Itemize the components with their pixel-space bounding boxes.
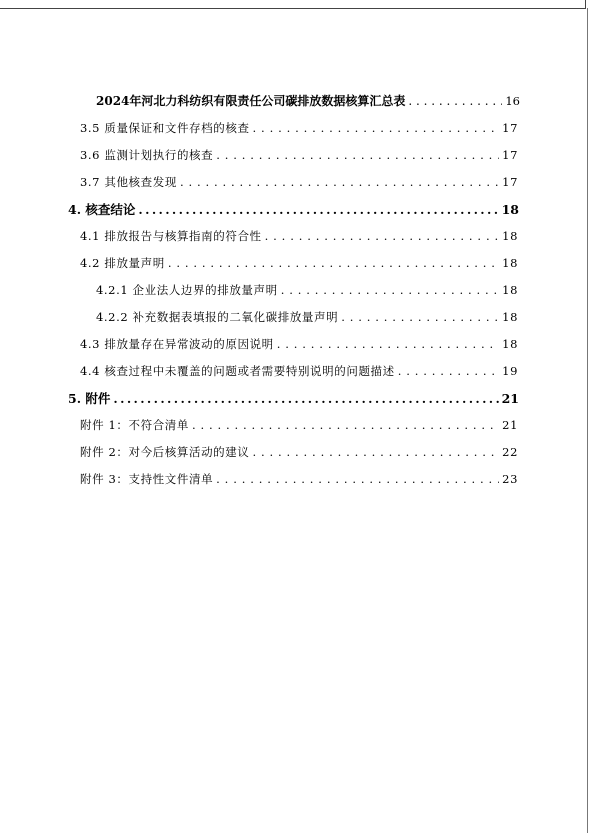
toc-entry-page: 16 <box>505 94 520 108</box>
toc-entry-page: 17 <box>502 148 518 162</box>
toc-leader <box>138 202 498 217</box>
toc-leader <box>252 445 499 459</box>
toc-entry[interactable] <box>96 309 518 325</box>
toc-entry-title: 4.3 排放量存在异常波动的原因说明 <box>80 337 274 351</box>
toc-entry[interactable] <box>80 363 518 379</box>
toc-leader <box>408 94 502 108</box>
toc-entry-page: 21 <box>501 391 519 406</box>
toc-entry[interactable] <box>96 92 520 109</box>
toc-entry-title: 4.1 排放报告与核算指南的符合性 <box>80 229 262 243</box>
toc-entry-page: 18 <box>502 310 518 324</box>
toc-entry-title: 4.2.1 企业法人边界的排放量声明 <box>96 283 278 297</box>
toc-entry-title: 5. 附件 <box>68 391 111 406</box>
toc-entry-title: 附件 3：支持性文件清单 <box>80 472 214 486</box>
toc-entry-page: 17 <box>502 175 518 189</box>
toc-entry-title: 3.7 其他核查发现 <box>80 175 177 189</box>
toc-entry[interactable] <box>80 147 518 163</box>
toc-entry-title: 4.2 排放量声明 <box>80 256 165 270</box>
toc-leader <box>180 175 499 189</box>
toc-entry-page: 23 <box>502 472 518 486</box>
toc-leader <box>265 229 500 243</box>
toc-entry[interactable] <box>80 228 518 244</box>
toc-entry[interactable] <box>80 417 518 433</box>
toc-entry-title: 3.5 质量保证和文件存档的核查 <box>80 121 250 135</box>
toc-entry[interactable] <box>80 471 518 487</box>
toc-entry-page: 18 <box>502 256 518 270</box>
toc-entry[interactable] <box>96 282 518 298</box>
toc-entry-page: 18 <box>502 283 518 297</box>
toc-entry-title: 3.6 监测计划执行的核查 <box>80 148 214 162</box>
toc-leader <box>398 364 499 378</box>
toc-entry-page: 17 <box>502 121 518 135</box>
toc-entry[interactable] <box>80 444 518 460</box>
toc-entry-page: 18 <box>501 202 519 217</box>
toc-leader <box>277 337 499 351</box>
toc-entry-page: 21 <box>502 418 518 432</box>
toc-leader <box>281 283 499 297</box>
toc-entry[interactable] <box>80 336 518 352</box>
toc-entry-title: 2024年河北力科纺织有限责任公司碳排放数据核算汇总表 <box>96 94 406 108</box>
toc-entry-page: 18 <box>502 229 518 243</box>
toc-leader <box>113 391 498 406</box>
toc-entry[interactable] <box>68 200 519 218</box>
toc-entry-title: 4.4 核查过程中未覆盖的问题或者需要特别说明的问题描述 <box>80 364 395 378</box>
toc-leader <box>216 472 499 486</box>
toc-entry[interactable] <box>80 120 518 136</box>
toc-entry-page: 22 <box>502 445 518 459</box>
toc-entry[interactable] <box>68 389 519 407</box>
toc-entry-page: 19 <box>502 364 518 378</box>
toc-leader <box>216 148 499 162</box>
toc-entry-page: 18 <box>502 337 518 351</box>
toc-entry[interactable] <box>80 255 518 271</box>
toc-leader <box>168 256 499 270</box>
toc-entry-title: 附件 2：对今后核算活动的建议 <box>80 445 250 459</box>
toc-leader <box>253 121 500 135</box>
toc-entry[interactable] <box>80 174 518 190</box>
toc-entry-title: 4.2.2 补充数据表填报的二氧化碳排放量声明 <box>96 310 339 324</box>
toc-leader <box>192 418 499 432</box>
toc-leader <box>341 310 499 324</box>
toc-entry-title: 4. 核查结论 <box>68 202 136 217</box>
toc-entry-title: 附件 1：不符合清单 <box>80 418 189 432</box>
